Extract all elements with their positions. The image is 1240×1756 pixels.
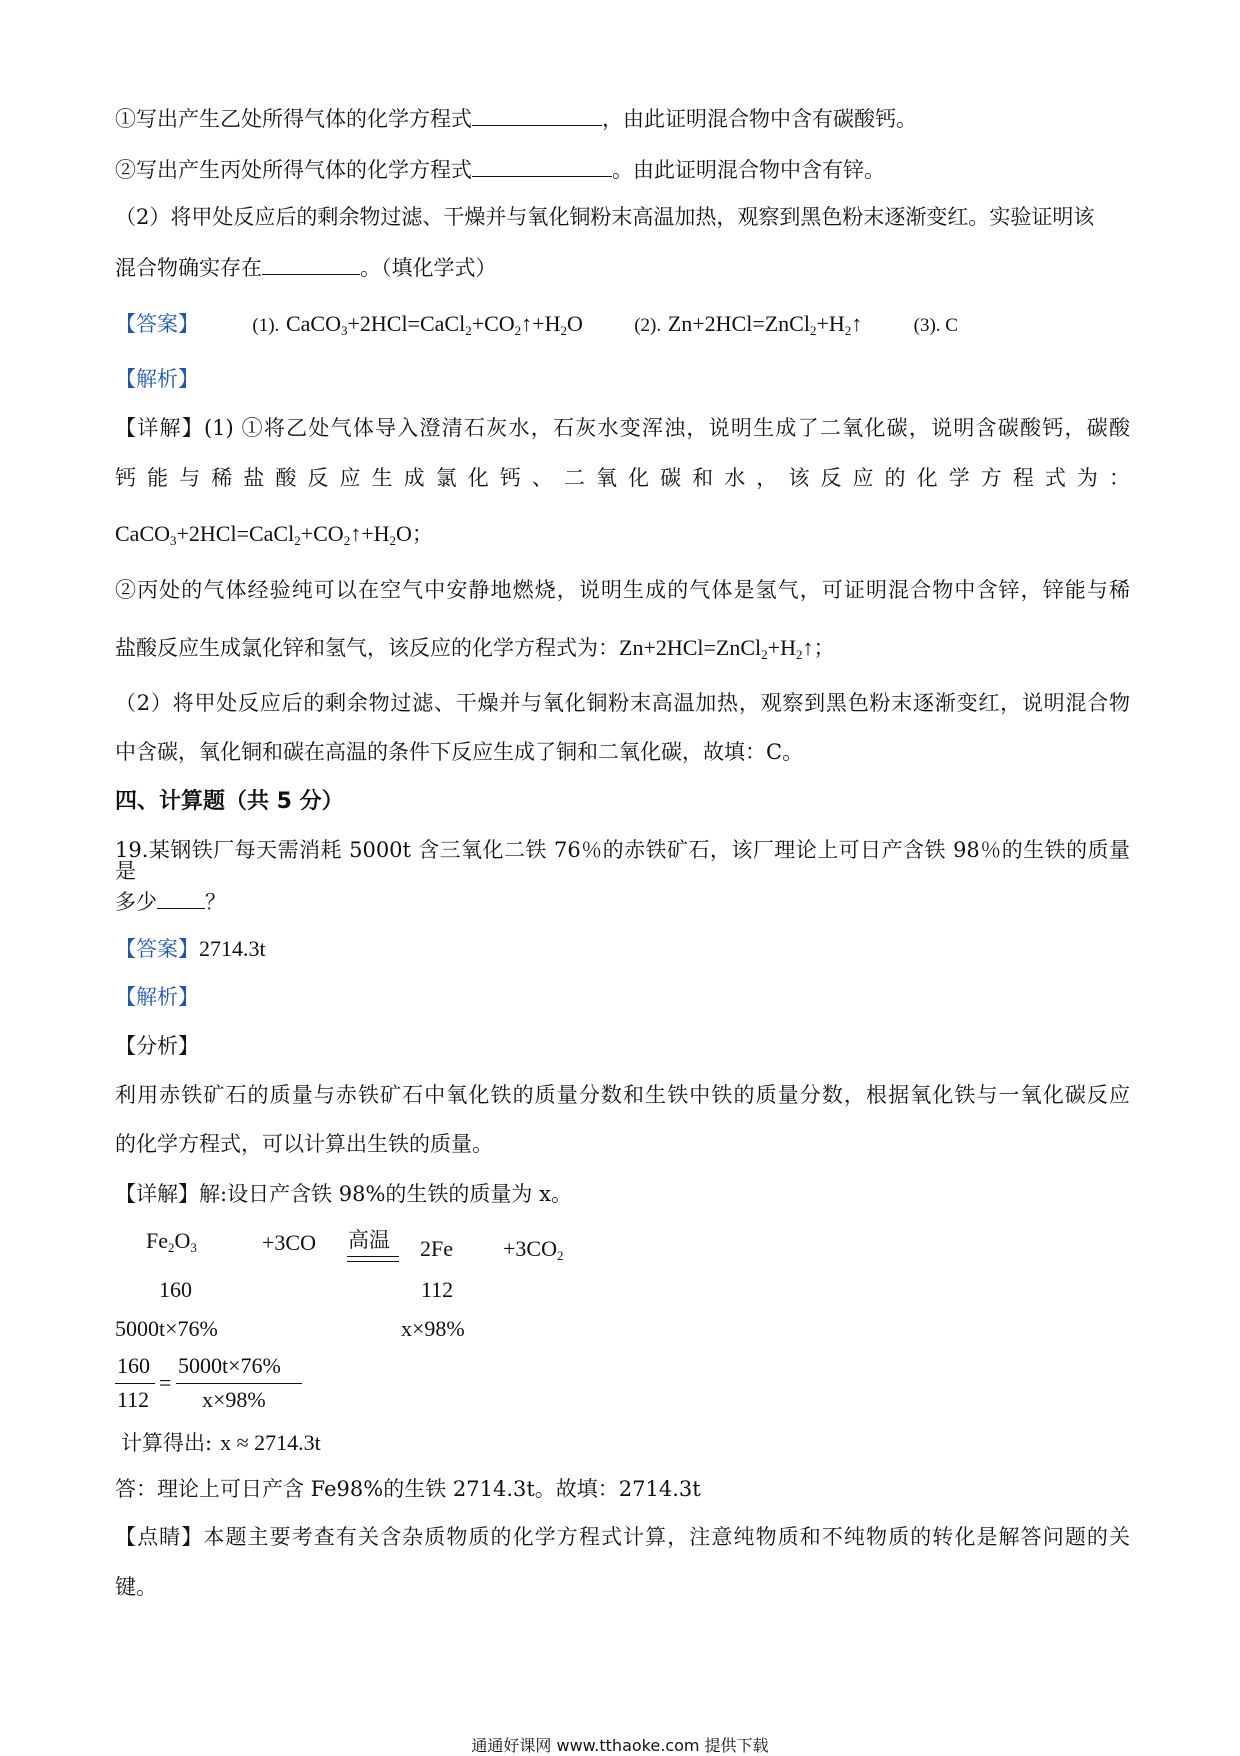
q18-line-3: （2）将甲处反应后的剩余物过滤、干燥并与氧化铜粉末高温加热，观察到黑色粉末逐渐变红。实验证明该 <box>115 205 1095 229</box>
q19-line-1: 19.某钢铁厂每天需消耗 5000t 含三氧化二铁 76％的赤铁矿石，该厂理论上可日产含铁 98％的生铁的质量是 <box>115 838 1130 883</box>
reaction-condition: 高温 <box>348 1228 390 1252</box>
dianjing-line-2: 键。 <box>115 1575 157 1599</box>
detail-line-1: 【详解】(1) ①将乙处气体导入澄清石灰水，石灰水变浑浊，说明生成了二氧化碳，说明含碳酸钙，碳酸 <box>115 416 1130 440</box>
detail-equation-caco3: $CaCO_3+2HCl=CaCl_2+CO_2↑+H_2O$； <box>115 521 433 548</box>
equals-line-bottom <box>347 1261 399 1262</box>
fraction-right-denominator: x×98% <box>202 1387 266 1412</box>
conclusion-line: 答：理论上可日产含 Fe98%的生铁 2714.3t。故填：2714.3t <box>115 1477 701 1501</box>
section-heading: 四、计算题（共 5 分） <box>115 789 344 814</box>
fenxi-line-2: 的化学方程式，可以计算出生铁的质量。 <box>115 1132 493 1156</box>
detail-setup: 【详解】解:设日产含铁 98%的生铁的质量为 x。 <box>115 1182 572 1206</box>
answer-value: 2714.3t <box>199 936 266 961</box>
equals-line-top <box>347 1256 399 1257</box>
answer-blank <box>472 158 612 177</box>
dianjing-line-1: 【点睛】本题主要考查有关含杂质物质的化学方程式计算，注意纯物质和不纯物质的转化是解答问题的关 <box>115 1525 1130 1549</box>
answer-label: 【答案】 <box>115 312 199 336</box>
equation-zn: $Zn+2HCl=ZnCl_2+H_2↑$ <box>619 635 814 662</box>
equation-caco3: $CaCO_3+2HCl=CaCl_2+CO_2↑+H_2O$ <box>285 311 583 338</box>
q18-line-4: 混合物确实存在 。（填化学式） <box>115 256 497 280</box>
value-ore: 5000t×76% <box>115 1316 218 1341</box>
q18-line-2: ②写出产生丙处所得气体的化学方程式 。由此证明混合物中含有锌。 <box>115 158 885 182</box>
fraction-right-numerator: 5000t×76% <box>178 1353 281 1378</box>
detail-line-2: 钙能与稀盐酸反应生成氯化钙、二氧化碳和水，该反应的化学方程式为： <box>115 466 1130 490</box>
result-line: 计算得出: x ≈ 2714.3t <box>121 1430 321 1455</box>
formula-co: +3CO <box>262 1230 316 1255</box>
fraction-left-bar <box>115 1383 155 1384</box>
fenxi-label: 【分析】 <box>115 1034 199 1058</box>
footer-watermark: 通通好课网 www.tthaoke.com 提供下载 <box>471 1736 769 1755</box>
fraction-equals: = <box>159 1370 172 1395</box>
answer-blank <box>157 890 205 909</box>
analysis-label: 【解析】 <box>115 985 199 1009</box>
fraction-left-numerator: 160 <box>117 1353 150 1378</box>
value-iron: x×98% <box>401 1316 465 1341</box>
q19-line-2: 多少 ？ <box>115 890 226 914</box>
detail-line-5: 盐酸反应生成氯化锌和氢气，该反应的化学方程式为：$Zn+2HCl=ZnCl_2+H_2↑$； <box>115 635 835 662</box>
fenxi-line-1: 利用赤铁矿石的质量与赤铁矿石中氧化铁的质量分数和生铁中铁的质量分数，根据氧化铁与一氧化碳反应 <box>115 1083 1130 1107</box>
answer-blank <box>262 256 360 275</box>
formula-fe: 2Fe <box>420 1236 453 1261</box>
detail-line-7: 中含碳，氧化铜和碳在高温的条件下反应生成了铜和二氧化碳，故填：C。 <box>115 740 804 764</box>
answer-label: 【答案】 <box>115 937 199 961</box>
fraction-right-bar <box>176 1383 302 1384</box>
answer-blank <box>472 107 602 126</box>
fraction-left-denominator: 112 <box>117 1387 150 1412</box>
q19-answer-line <box>115 938 266 960</box>
q18-line-1: ①写出产生乙处所得气体的化学方程式 ，由此证明混合物中含有碳酸钙。 <box>115 107 917 131</box>
q18-answer-line: 【答案】 (1). $CaCO_3+2HCl=CaCl_2+CO_2↑+H_2O$ (2). $Zn+2HCl=ZnCl_2+H_2↑$ (3). C <box>115 311 958 338</box>
molar-mass-fe: 112 <box>421 1277 454 1302</box>
molar-mass-fe2o3: 160 <box>159 1277 192 1302</box>
formula-co2: $+3CO_2$ <box>503 1236 564 1263</box>
equation-zn: $Zn+2HCl=ZnCl_2+H_2↑$ <box>667 311 863 338</box>
formula-fe2o3: $Fe_2O_3$ <box>146 1228 197 1255</box>
detail-line-4: ②丙处的气体经验纯可以在空气中安静地燃烧，说明生成的气体是氢气，可证明混合物中含锌，锌能与稀 <box>115 578 1130 602</box>
analysis-label: 【解析】 <box>115 367 199 391</box>
detail-line-6: （2）将甲处反应后的剩余物过滤、干燥并与氧化铜粉末高温加热，观察到黑色粉末逐渐变红，说明混合物 <box>115 691 1130 715</box>
